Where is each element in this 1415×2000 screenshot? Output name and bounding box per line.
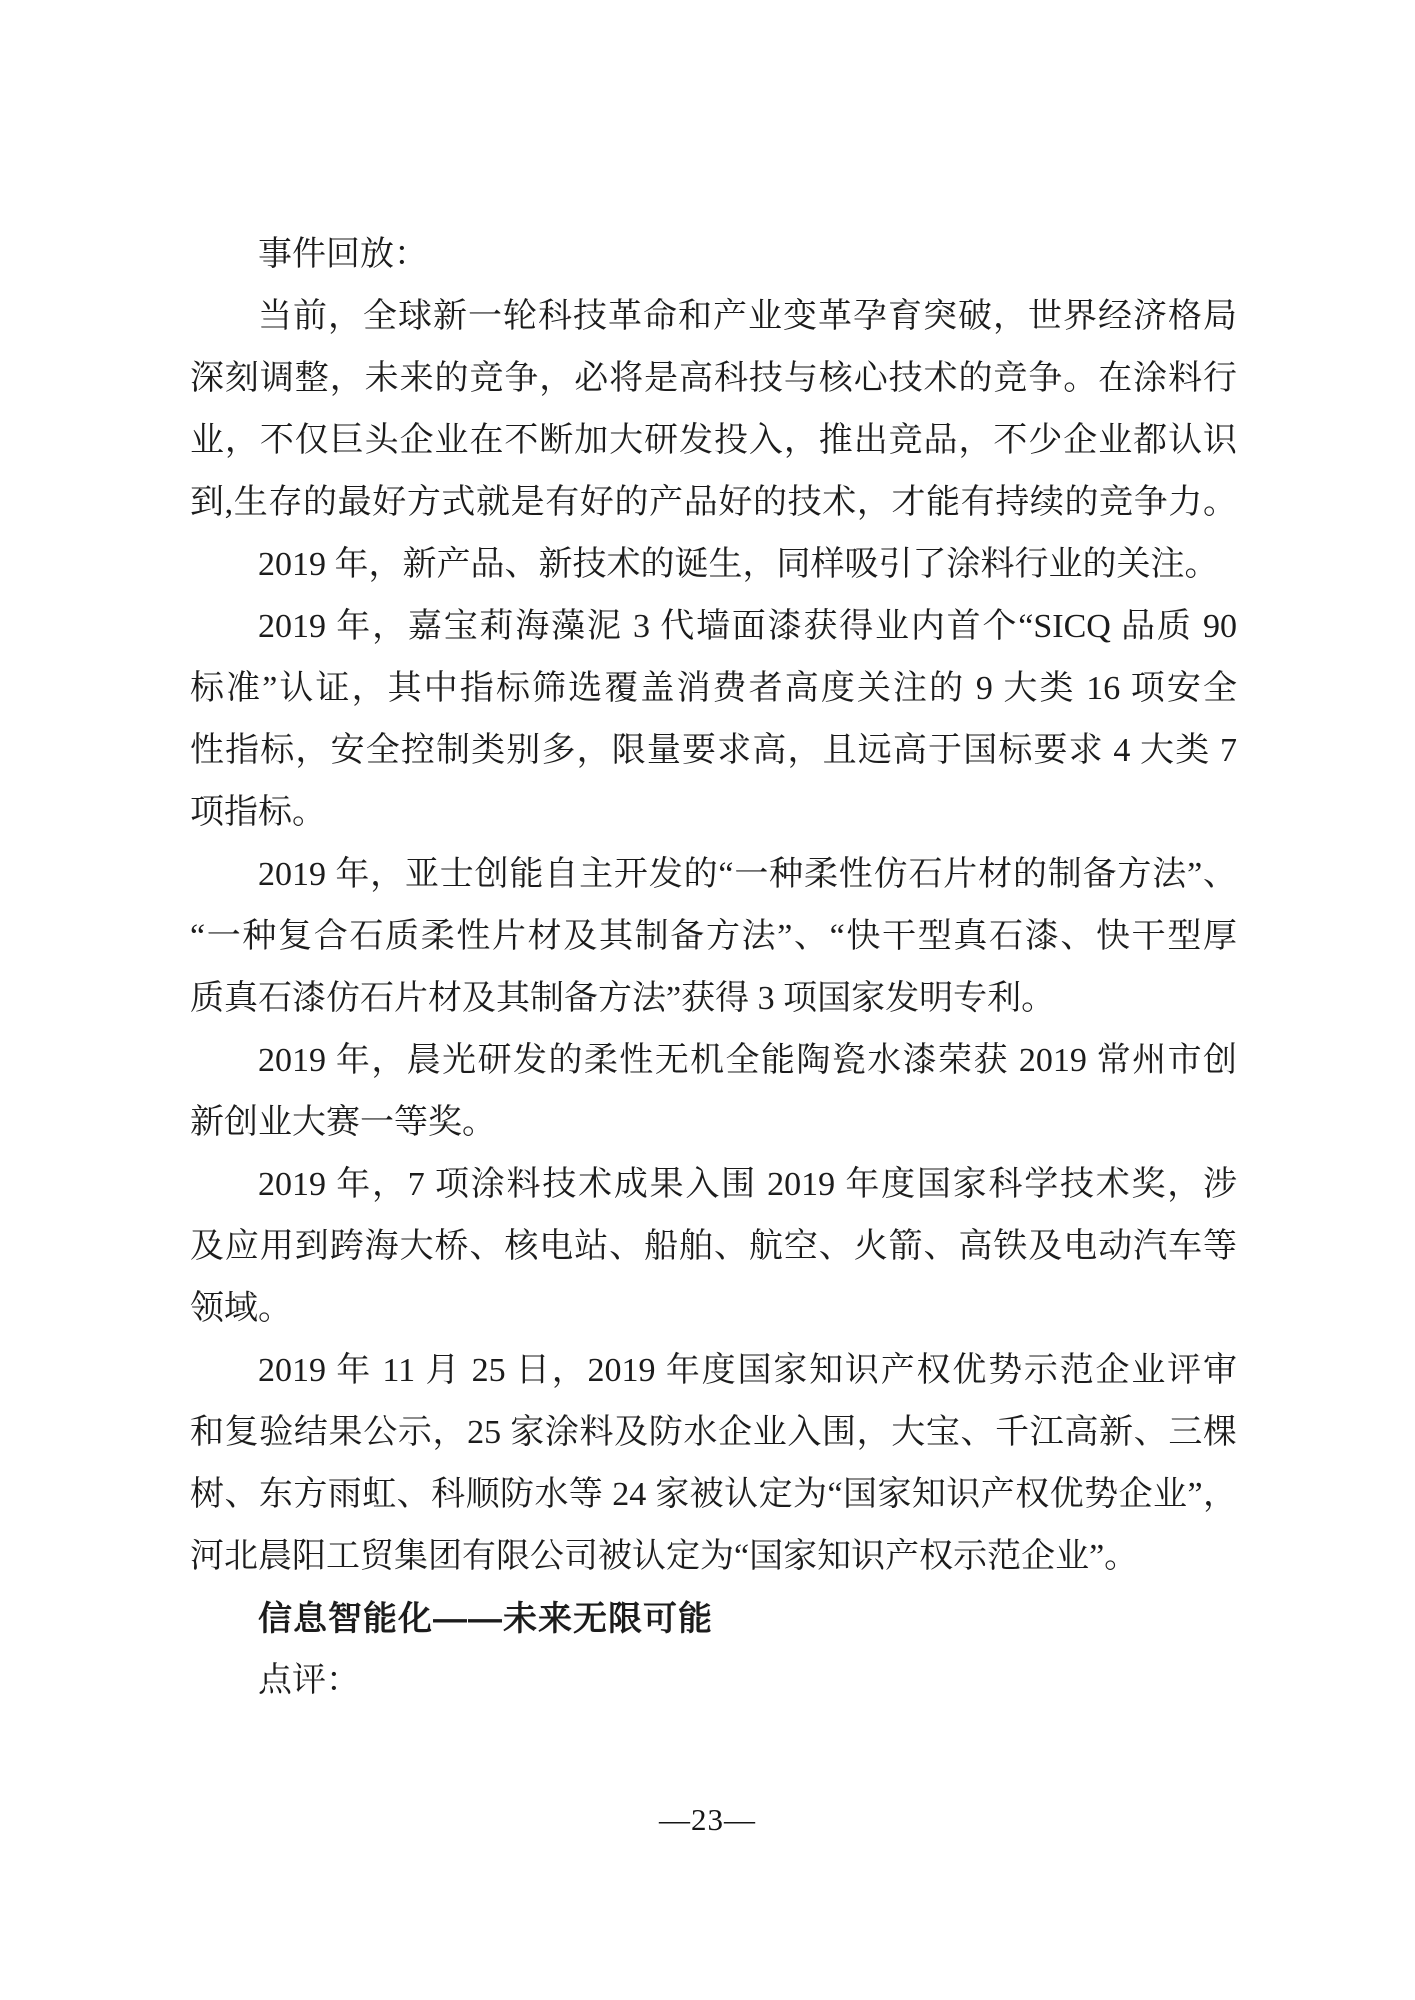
text-line: “一种复合石质柔性片材及其制备方法”、“快干型真石漆、快干型厚: [190, 918, 1237, 955]
text-line: 2019 年，新产品、新技术的诞生，同样吸引了涂料行业的关注。: [258, 546, 1219, 583]
text-line: 性指标，安全控制类别多，限量要求高，且远高于国标要求 4 大类 7: [190, 732, 1237, 769]
text-line-heading-info-intelligence: 信息智能化——未来无限可能: [258, 1600, 713, 1638]
text-line: 河北晨阳工贸集团有限公司被认定为“国家知识产权示范企业”。: [190, 1538, 1139, 1575]
text-line: 到,生存的最好方式就是有好的产品好的技术，才能有持续的竞争力。: [190, 484, 1237, 521]
text-line: 2019 年，嘉宝莉海藻泥 3 代墙面漆获得业内首个“SICQ 品质 90: [258, 608, 1237, 645]
text-line: 2019 年，7 项涂料技术成果入围 2019 年度国家科学技术奖，涉: [258, 1166, 1237, 1203]
text-line: 新创业大赛一等奖。: [190, 1104, 496, 1141]
text-line: 和复验结果公示，25 家涂料及防水企业入围，大宝、千江高新、三棵: [190, 1414, 1237, 1451]
text-line: 2019 年，亚士创能自主开发的“一种柔性仿石片材的制备方法”、: [258, 856, 1237, 893]
text-line: 2019 年，晨光研发的柔性无机全能陶瓷水漆荣获 2019 常州市创: [258, 1042, 1237, 1079]
text-line: 项指标。: [190, 794, 326, 831]
text-line: 当前，全球新一轮科技革命和产业变革孕育突破，世界经济格局: [258, 298, 1237, 335]
page-number: —23—: [659, 1802, 756, 1837]
text-line: 标准”认证，其中指标筛选覆盖消费者高度关注的 9 大类 16 项安全: [190, 670, 1237, 707]
text-line: 质真石漆仿石片材及其制备方法”获得 3 项国家发明专利。: [190, 980, 1056, 1017]
text-line: 及应用到跨海大桥、核电站、船舶、航空、火箭、高铁及电动汽车等: [190, 1228, 1237, 1265]
text-line: 树、东方雨虹、科顺防水等 24 家被认定为“国家知识产权优势企业”，: [190, 1476, 1237, 1513]
text-line: 领域。: [190, 1290, 292, 1327]
text-line-comment-label: 点评：: [258, 1662, 360, 1699]
text-line: 2019 年 11 月 25 日，2019 年度国家知识产权优势示范企业评审: [258, 1352, 1237, 1389]
text-line-heading-event-replay: 事件回放：: [258, 236, 428, 273]
text-line: 业，不仅巨头企业在不断加大研发投入，推出竞品，不少企业都认识: [190, 422, 1237, 459]
document-body: [190, 224, 1237, 1712]
text-line: 深刻调整，未来的竞争，必将是高科技与核心技术的竞争。在涂料行: [190, 360, 1237, 397]
